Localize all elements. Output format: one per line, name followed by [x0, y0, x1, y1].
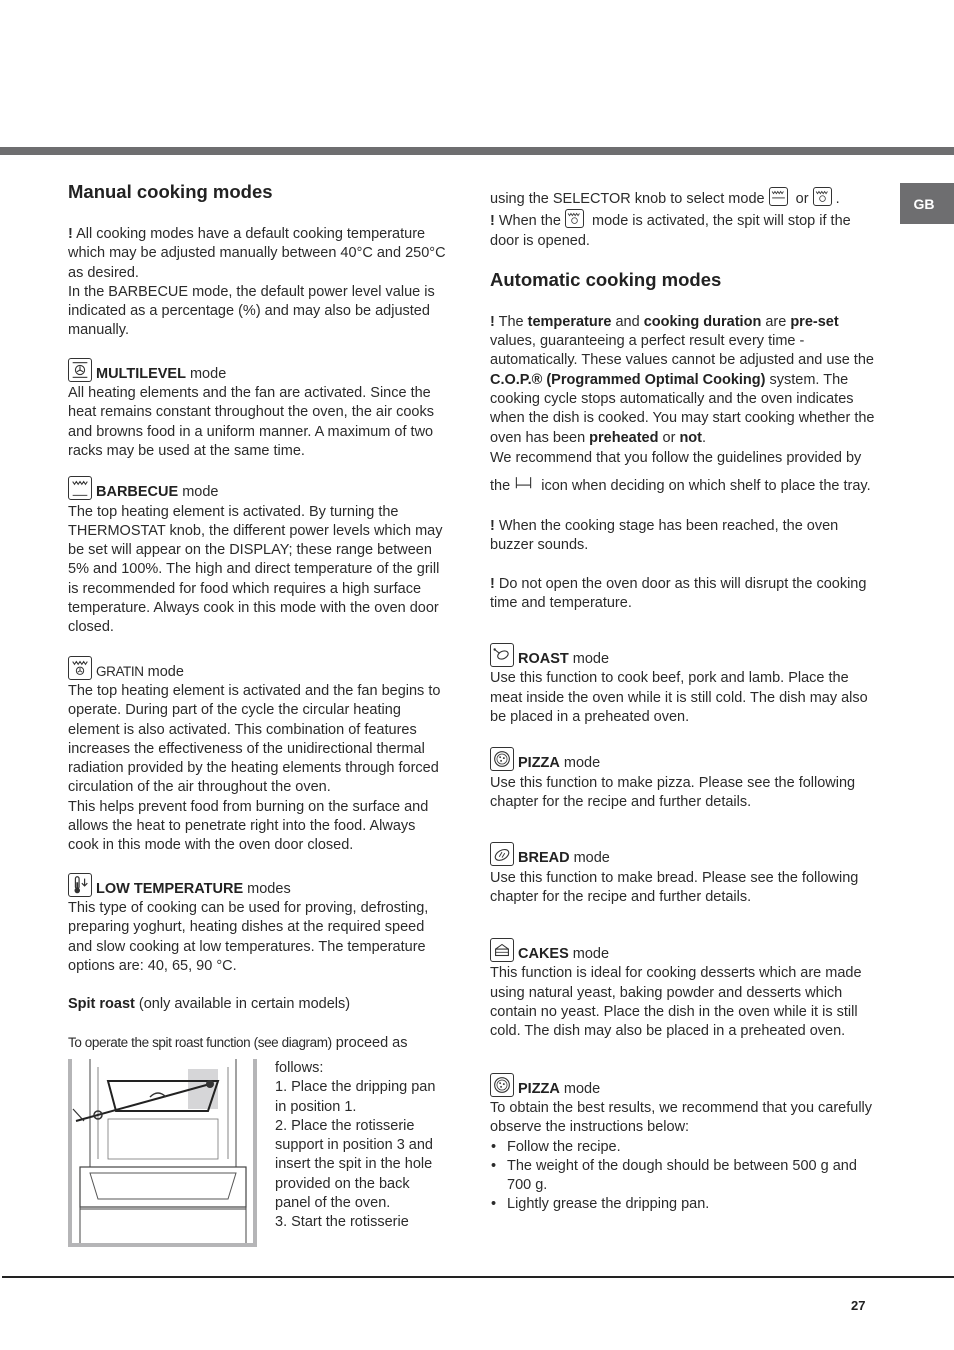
spit-follows: follows: — [275, 1060, 324, 1076]
spit-continued: using the SELECTOR knob to select mode or . — [490, 187, 875, 209]
automatic-guidelines: We recommend that you follow the guidelines provided by the icon when deciding on which shelf to place the tray. — [490, 449, 871, 494]
automatic-intro: ! The temperature and cooking duration are pre-set values, guaranteeing a perfect result every time - automatically. These values cannot be adjusted and use the C.O.P.® (Programmed Optimal Cooking) system. The cooking cycle stops automatically and the oven indicates when the dish is cooked. You may start cooking whether the oven has been preheated or not. — [490, 313, 875, 446]
multilevel-title: MULTILEVEL mode — [68, 358, 446, 384]
multilevel-fan-icon — [68, 358, 92, 382]
left-column — [68, 180, 446, 1054]
shelf-position-icon — [514, 474, 533, 493]
pizza-2-title: PIZZA mode — [490, 1073, 875, 1099]
gratin-body: The top heating element is activated and the fan begins to operate. During part of the cycle the circular heating element is also activated. This combination of features increases the effectiveness of the unidirectional thermal radiation provided by the heating elements through forced circulation of the air throughout the oven. — [68, 682, 441, 796]
oven-diagram-illustration — [68, 1059, 257, 1247]
list-item: • The weight of the dough should be between 500 g and 700 g. — [490, 1157, 875, 1196]
page-number: 27 — [851, 1298, 866, 1313]
header-bar — [0, 147, 954, 155]
pizza-2-body: To obtain the best results, we recommend that you carefully observe the instructions below: — [490, 1099, 873, 1136]
bread-icon — [490, 842, 514, 866]
automatic-heading: Automatic cooking modes — [490, 268, 722, 290]
list-item: • Lightly grease the dripping pan. — [490, 1195, 875, 1214]
spit-fan-mode-icon — [813, 187, 832, 206]
bread-body: Use this function to make bread. Please see the following chapter for the recipe and further details. — [490, 869, 859, 905]
language-tab-label: GB — [913, 195, 935, 212]
automatic-note-door: ! Do not open the oven door as this will disrupt the cooking time and temperature. — [490, 575, 867, 611]
pizza-title: PIZZA mode — [490, 747, 875, 773]
grill-fan-icon — [68, 656, 92, 680]
spit-step-list — [275, 1078, 447, 1232]
automatic-note-buzzer: ! When the cooking stage has been reached, the oven buzzer sounds. — [490, 517, 839, 554]
pizza-body: Use this function to make pizza. Please see the following chapter for the recipe and further details. — [490, 774, 856, 810]
spit-fan-mode-icon — [565, 209, 584, 228]
roast-icon — [490, 643, 514, 667]
top-grill-icon — [68, 476, 92, 500]
multilevel-body: All heating elements and the fan are activated. Since the heat remains constant throughout the oven, the air cooks and browns food in a uniform manner. A maximum of two racks may be used at the same time. — [68, 385, 434, 459]
barbecue-title: BARBECUE mode — [68, 476, 446, 502]
spit-roast-diagram — [68, 1059, 257, 1247]
gratin-title: GRATIN mode — [68, 656, 446, 682]
pizza-icon — [490, 1073, 514, 1097]
cakes-title: CAKES mode — [490, 938, 875, 964]
language-tab — [900, 183, 954, 224]
spit-roast-operate: To operate the spit roast function (see diagram) proceed as — [68, 1035, 408, 1052]
footer-rule — [2, 1276, 954, 1278]
spit-roast-steps — [275, 1059, 447, 1233]
bread-title: BREAD mode — [490, 842, 875, 868]
cakes-body: This function is ideal for cooking desserts which are made using natural yeast, baking powder and desserts which contain no yeast. Place the dish in the oven while it is still cold. The dish may also be placed in a preheated oven. — [490, 965, 862, 1040]
thermometer-icon — [68, 873, 92, 897]
gratin-body-2: This helps prevent food from burning on the surface and allows the heat to penetrate right into the food. Always cook in this mode with the oven door closed. — [68, 798, 429, 854]
right-column — [490, 187, 875, 1215]
manual-intro: ! All cooking modes have a default cooking temperature which may be adjusted manually between 40°C and 250°C as desired. — [68, 226, 446, 281]
pizza-tips-list — [490, 1138, 875, 1215]
manual-intro-2: In the BARBECUE mode, the default power level value is indicated as a percentage (%) and may also be adjusted manually. — [68, 283, 435, 339]
cake-icon — [490, 938, 514, 962]
low-temperature-title: LOW TEMPERATURE modes — [68, 873, 446, 899]
list-item: • Follow the recipe. — [490, 1138, 875, 1157]
roast-title: ROAST mode — [490, 643, 875, 669]
spit-mode-icon — [769, 187, 788, 206]
spit-step: 2. Place the rotisserie support in position 3 and insert the spit in the hole provided on the back panel of the oven. — [275, 1117, 433, 1212]
low-temperature-body: This type of cooking can be used for proving, defrosting, preparing yoghurt, heating dishes at the required speed and slow cooking at low temperatures. The temperature options are: 40, 65, 90 °C. — [68, 899, 429, 974]
barbecue-body: The top heating element is activated. By turning the THERMOSTAT knob, the different power levels which may be set will appear on the DISPLAY; these range between 5% and 100%. The high and direct temperature of the grill is recommended for food which requires a high surface temperature. Always cook in this mode with the oven door closed. — [68, 503, 443, 636]
spit-step: 3. Start the rotisserie — [275, 1214, 409, 1231]
manual-heading: Manual cooking modes — [68, 181, 273, 202]
pizza-icon — [490, 747, 514, 771]
spit-roast-title: Spit roast (only available in certain models) — [68, 996, 351, 1013]
spit-stop-note: ! When the mode is activated, the spit will stop if the door is opened. — [490, 209, 875, 251]
roast-body: Use this function to cook beef, pork and lamb. Place the meat inside the oven while it is still cold. The dish may also be placed in a preheated oven. — [490, 670, 868, 726]
spit-step: 1. Place the dripping pan in position 1. — [275, 1079, 436, 1115]
